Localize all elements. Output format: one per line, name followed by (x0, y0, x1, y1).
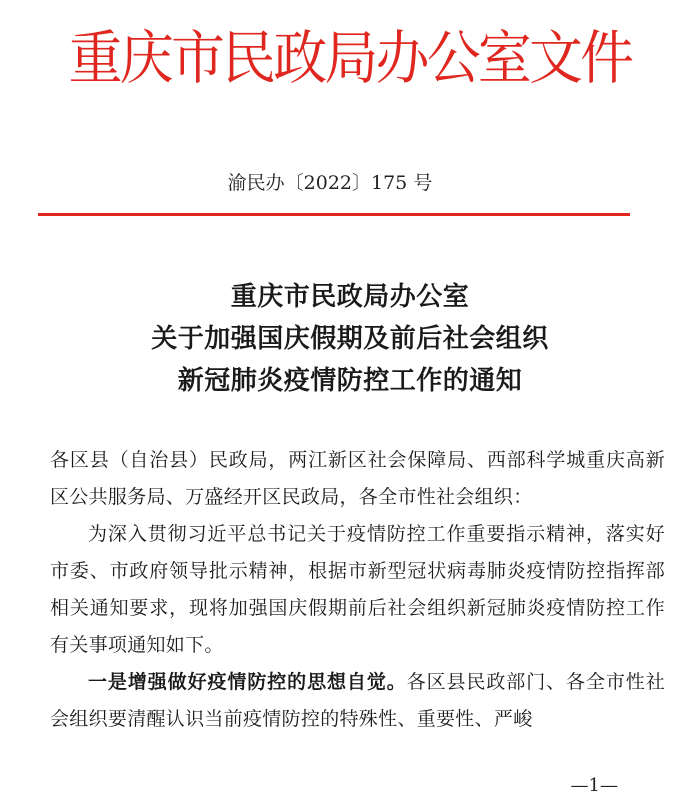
intro-paragraph: 为深入贯彻习近平总书记关于疫情防控工作重要指示精神，落实好市委、市政府领导批示精神，根据市新型冠状病毒肺炎疫情防控指挥部相关通知要求，现将加强国庆假期前后社会组织新冠肺炎疫情防控工作有关事项通知如下。 (50, 523, 665, 656)
addressee-paragraph: 各区县（自治县）民政局，两江新区社会保障局、西部科学城重庆高新区公共服务局、万盛经开区民政局，各全市性社会组织： (50, 449, 665, 508)
notice-body (50, 442, 665, 738)
issuing-office-header: 重庆市民政局办公室文件 (68, 24, 632, 92)
point-one-paragraph (50, 664, 665, 738)
notice-title (0, 276, 700, 402)
notice-title-line-1: 重庆市民政局办公室 (230, 282, 470, 312)
page-number: —1— (570, 775, 618, 796)
notice-title-line-2: 关于加强国庆假期及前后社会组织 (151, 324, 549, 354)
notice-title-line-3: 新冠肺炎疫情防控工作的通知 (177, 366, 523, 396)
red-divider-line (38, 213, 630, 216)
point-one-heading: 一是增强做好疫情防控的思想自觉。 (88, 671, 407, 693)
point-one-text: 各区县民政部门、各全市性社会组织要清醒认识当前疫情防控的特殊性、重要性、严峻 (50, 671, 665, 730)
document-number: 渝民办〔2022〕175 号 (227, 172, 433, 194)
